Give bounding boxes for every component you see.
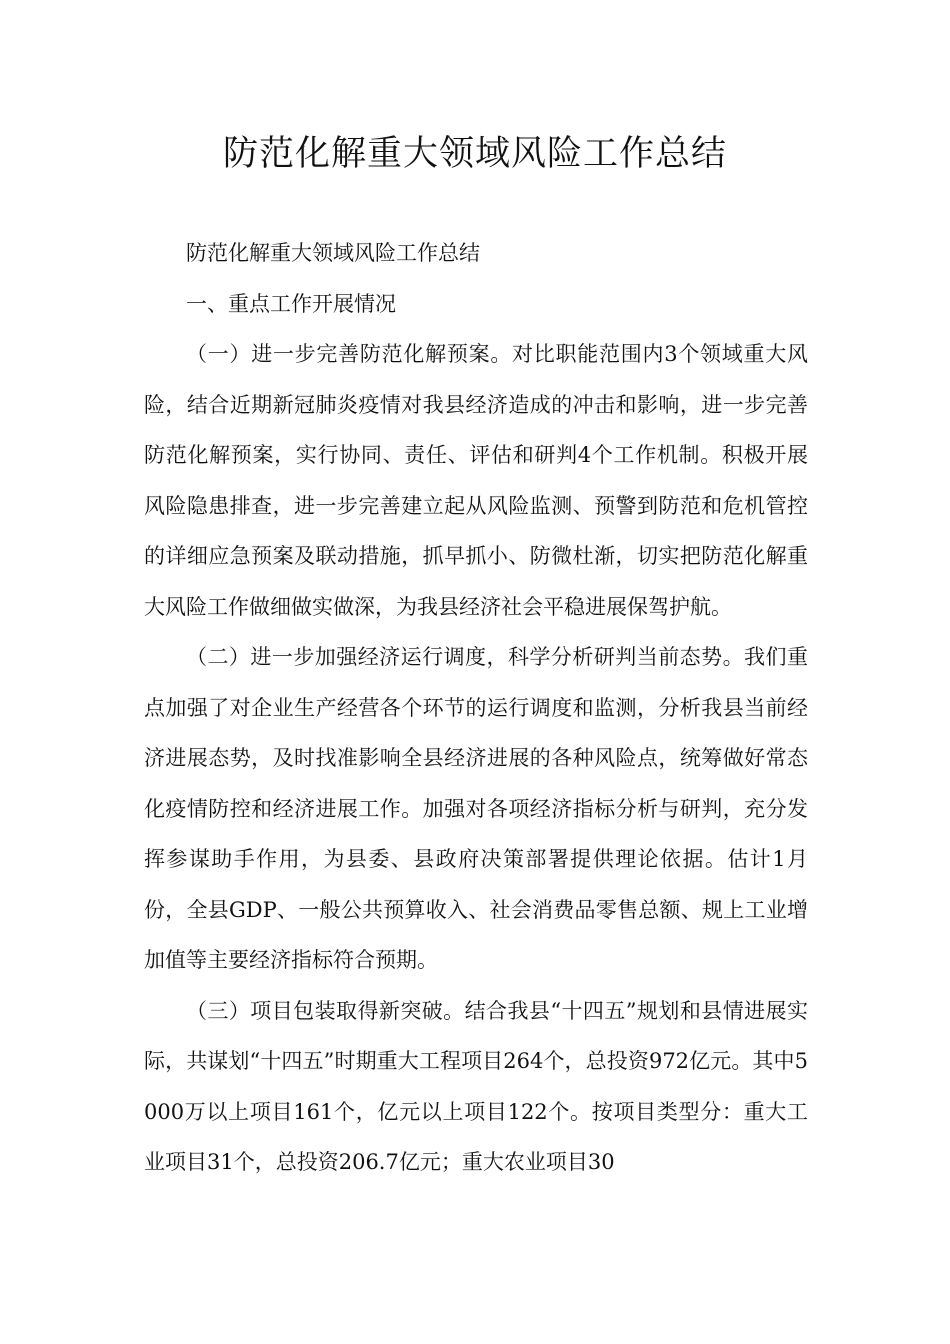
document-body <box>144 228 808 1188</box>
paragraph-one: （一）进一步完善防范化解预案。对比职能范围内3个领域重大风险，结合近期新冠肺炎疫情对我县经济造成的冲击和影响，进一步完善防范化解预案，实行协同、责任、评估和研判4个工作机制。积极开展风险隐患排查，进一步完善建立起从风险监测、预警到防范和危机管控的详细应急预案及联动措施，抓早抓小、防微杜渐，切实把防范化解重大风险工作做细做实做深，为我县经济社会平稳进展保驾护航。 <box>144 342 808 619</box>
section-heading: 一、重点工作开展情况 <box>186 291 396 316</box>
document-title: 防范化解重大领域风险工作总结 <box>222 134 727 174</box>
paragraph-two: （二）进一步加强经济运行调度，科学分析研判当前态势。我们重点加强了对企业生产经营各个环节的运行调度和监测，分析我县当前经济进展态势，及时找准影响全县经济进展的各种风险点，统筹做好常态化疫情防控和经济进展工作。加强对各项经济指标分析与研判，充分发挥参谋助手作用，为县委、县政府决策部署提供理论依据。估计1月份，全县GDP、一般公共预算收入、社会消费品零售总额、规上工业增加值等主要经济指标符合预期。 <box>144 645 808 972</box>
paragraph-subtitle: 防范化解重大领域风险工作总结 <box>186 241 480 265</box>
paragraph-three: （三）项目包装取得新突破。结合我县“十四五”规划和县情进展实际，共谋划“十四五”时期重大工程项目264个，总投资972亿元。其中5000万以上项目161个，亿元以上项目122个。按项目类型分：重大工业项目31个，总投资206.7亿元；重大农业项目30 <box>144 998 808 1174</box>
